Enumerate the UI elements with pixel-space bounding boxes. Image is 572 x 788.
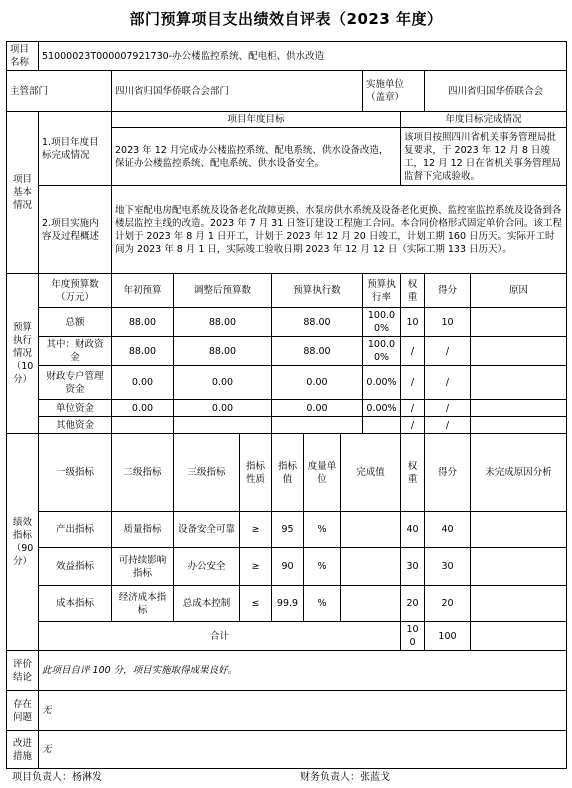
perf-unit: % xyxy=(304,548,341,586)
measures-row xyxy=(7,731,567,769)
budget-initial: 0.00 xyxy=(112,366,174,400)
budget-weight: / xyxy=(401,417,425,434)
perf-unit: % xyxy=(304,512,341,548)
performance-header: 二级指标 xyxy=(112,434,174,512)
evaluation-text: 此项目自评 100 分，项目实施取得成果良好。 xyxy=(39,651,567,691)
budget-adjusted xyxy=(174,417,272,434)
budget-header: 预算执行数 xyxy=(272,274,363,308)
perf-reason xyxy=(471,548,567,586)
perf-level2: 可持续影响指标 xyxy=(112,548,174,586)
total-reason-empty xyxy=(471,622,567,651)
perf-weight: 40 xyxy=(401,512,425,548)
performance-header: 完成值 xyxy=(341,434,401,512)
total-weight: 100 xyxy=(401,622,425,651)
budget-row xyxy=(7,308,567,337)
budget-rate xyxy=(363,417,401,434)
perf-reason xyxy=(471,512,567,548)
perf-score: 20 xyxy=(425,586,471,622)
performance-row xyxy=(7,548,567,586)
performance-row xyxy=(7,586,567,622)
budget-row-label: 总额 xyxy=(39,308,112,337)
budget-reason xyxy=(471,417,567,434)
performance-header: 一级指标 xyxy=(39,434,112,512)
budget-initial: 0.00 xyxy=(112,400,174,417)
perf-level2: 经济成本指标 xyxy=(112,586,174,622)
budget-initial: 88.00 xyxy=(112,337,174,366)
performance-header: 得分 xyxy=(425,434,471,512)
budget-row xyxy=(7,417,567,434)
dept-row xyxy=(7,71,567,112)
budget-rate: 0.00% xyxy=(363,366,401,400)
basic-section-label: 项目基本情况 xyxy=(7,112,39,274)
budget-score: / xyxy=(425,400,471,417)
perf-level1: 效益指标 xyxy=(39,548,112,586)
perf-level3: 设备安全可靠 xyxy=(174,512,240,548)
budget-executed: 88.00 xyxy=(272,308,363,337)
goal-text: 2023 年 12 月完成办公楼监控系统、配电系统、供水设备改造，保证办公楼监控系统、配电系统、供水设备安全。 xyxy=(112,128,401,186)
budget-initial xyxy=(112,417,174,434)
problems-text: 无 xyxy=(39,691,567,731)
budget-adjusted: 0.00 xyxy=(174,366,272,400)
performance-header: 指标性质 xyxy=(240,434,272,512)
perf-score: 30 xyxy=(425,548,471,586)
perf-level1: 产出指标 xyxy=(39,512,112,548)
budget-row-label: 单位资金 xyxy=(39,400,112,417)
perf-weight: 20 xyxy=(401,586,425,622)
performance-header: 度量单位 xyxy=(304,434,341,512)
completion-header: 年度目标完成情况 xyxy=(401,112,567,128)
budget-row xyxy=(7,337,567,366)
budget-row-label: 其他资金 xyxy=(39,417,112,434)
perf-level3: 办公安全 xyxy=(174,548,240,586)
performance-section-label: 绩效指标（90分） xyxy=(7,434,39,651)
budget-header: 权重 xyxy=(401,274,425,308)
dept-value: 四川省归国华侨联合会部门 xyxy=(112,71,363,112)
budget-weight: / xyxy=(401,400,425,417)
perf-done xyxy=(341,512,401,548)
budget-header: 原因 xyxy=(471,274,567,308)
budget-reason xyxy=(471,366,567,400)
total-label: 合计 xyxy=(39,622,401,651)
budget-reason xyxy=(471,337,567,366)
performance-header: 指标值 xyxy=(272,434,304,512)
budget-header-row xyxy=(7,274,567,308)
problems-row xyxy=(7,691,567,731)
project-name-row xyxy=(7,42,567,71)
budget-rate: 100.00% xyxy=(363,337,401,366)
perf-value: 90 xyxy=(272,548,304,586)
budget-adjusted: 0.00 xyxy=(174,400,272,417)
perf-value: 99.9 xyxy=(272,586,304,622)
budget-row-label: 其中：财政资金 xyxy=(39,337,112,366)
unit-label: 实施单位（盖章） xyxy=(363,71,425,112)
budget-reason xyxy=(471,400,567,417)
perf-level3: 总成本控制 xyxy=(174,586,240,622)
performance-header-row xyxy=(7,434,567,512)
project-name-label: 项目名称 xyxy=(7,42,39,71)
budget-weight: 10 xyxy=(401,308,425,337)
goal-header: 项目年度目标 xyxy=(112,112,401,128)
measures-text: 无 xyxy=(39,731,567,769)
goal-label: 1.项目年度目标完成情况 xyxy=(39,112,112,186)
budget-rate: 0.00% xyxy=(363,400,401,417)
perf-nature: ≥ xyxy=(240,512,272,548)
evaluation-row xyxy=(7,651,567,691)
perf-level2: 质量指标 xyxy=(112,512,174,548)
perf-score: 40 xyxy=(425,512,471,548)
project-leader: 项目负责人：杨淋发 xyxy=(12,772,102,783)
finance-leader: 财务负责人：张蓝戈 xyxy=(300,772,390,783)
process-text: 地下室配电房配电系统及设备老化故障更换、水泵房供水系统及设备老化更换、监控室监控系统及设备到各楼层监控主线的改造。2023 年 7 月 31 日签订建设工程施工合同。本合同价格形式固定单价合同。该工程计划于 2023 年 8 月 1 日开工，计划于 2023 年 12 月 20 日竣工，计划工期 160 日历天。实际开工时间为 2023 年 8 月 1 日，实际竣工验收日期 2023 年 12 月 12 日（实际工期 133 日历天）。 xyxy=(112,186,567,274)
performance-header: 未完成原因分析 xyxy=(471,434,567,512)
measures-label: 改进措施 xyxy=(7,731,39,769)
perf-done xyxy=(341,586,401,622)
goal-header-row xyxy=(7,112,567,128)
page-title: 部门预算项目支出绩效自评表（2023 年度） xyxy=(129,10,443,28)
budget-row xyxy=(7,400,567,417)
budget-reason xyxy=(471,308,567,337)
budget-header: 年初预算 xyxy=(112,274,174,308)
process-label: 2.项目实施内容及过程概述 xyxy=(39,186,112,274)
budget-header: 预算执行率 xyxy=(363,274,401,308)
perf-weight: 30 xyxy=(401,548,425,586)
budget-section-label: 预算执行情况（10分） xyxy=(7,274,39,434)
budget-row-label: 财政专户管理资金 xyxy=(39,366,112,400)
budget-score: / xyxy=(425,337,471,366)
perf-level1: 成本指标 xyxy=(39,586,112,622)
performance-header: 三级指标 xyxy=(174,434,240,512)
budget-score: 10 xyxy=(425,308,471,337)
total-score: 100 xyxy=(425,622,471,651)
budget-score: / xyxy=(425,366,471,400)
budget-executed: 0.00 xyxy=(272,400,363,417)
budget-executed: 88.00 xyxy=(272,337,363,366)
performance-header: 权重 xyxy=(401,434,425,512)
evaluation-label: 评价结论 xyxy=(7,651,39,691)
completion-text: 该项目按照四川省机关事务管理局批复要求，于 2023 年 12 月 8 日竣工，12 月 12 日在省机关事务管理局监督下完成验收。 xyxy=(401,128,567,186)
budget-rate: 100.00% xyxy=(363,308,401,337)
total-row xyxy=(7,622,567,651)
budget-adjusted: 88.00 xyxy=(174,337,272,366)
process-row xyxy=(7,186,567,274)
perf-value: 95 xyxy=(272,512,304,548)
budget-header: 得分 xyxy=(425,274,471,308)
project-name-value: 51000023T000007921730-办公楼监控系统、配电柜、供水改造 xyxy=(39,42,567,71)
unit-value: 四川省归国华侨联合会 xyxy=(425,71,567,112)
perf-nature: ≤ xyxy=(240,586,272,622)
dept-label: 主管部门 xyxy=(7,71,112,112)
budget-weight: / xyxy=(401,366,425,400)
performance-row xyxy=(7,512,567,548)
budget-header: 年度预算数（万元） xyxy=(39,274,112,308)
perf-nature: ≥ xyxy=(240,548,272,586)
budget-adjusted: 88.00 xyxy=(174,308,272,337)
budget-weight: / xyxy=(401,337,425,366)
perf-done xyxy=(341,548,401,586)
budget-executed xyxy=(272,417,363,434)
problems-label: 存在问题 xyxy=(7,691,39,731)
budget-header: 调整后预算数 xyxy=(174,274,272,308)
perf-reason xyxy=(471,586,567,622)
budget-initial: 88.00 xyxy=(112,308,174,337)
budget-row xyxy=(7,366,567,400)
budget-executed: 0.00 xyxy=(272,366,363,400)
budget-score: / xyxy=(425,417,471,434)
evaluation-table xyxy=(6,41,567,769)
perf-unit: % xyxy=(304,586,341,622)
